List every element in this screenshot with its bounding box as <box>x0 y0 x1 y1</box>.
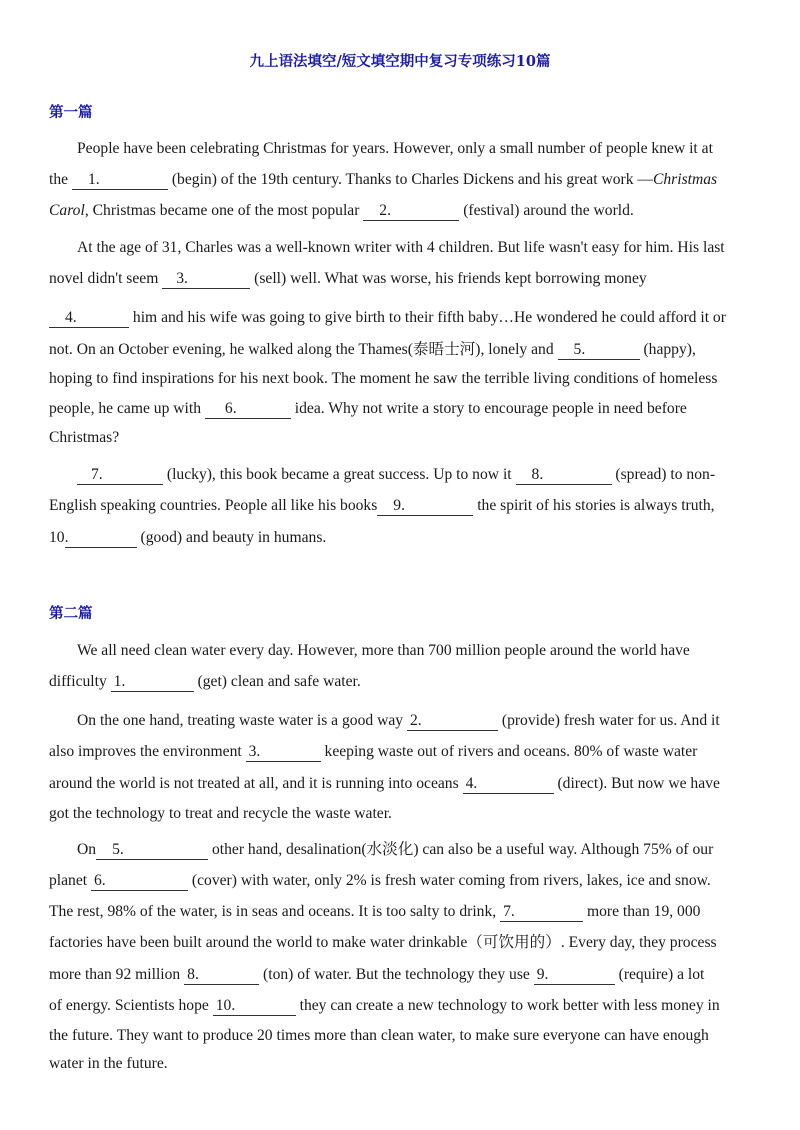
text-line: novel didn't seem 3. (sell) well. What was worse, his friends kept borrowing money <box>49 270 647 287</box>
text-line: people, he came up with 6. idea. Why not write a story to encourage people in need before <box>49 400 687 417</box>
text-line: We all need clean water every day. However, more than 700 million people around the world have <box>77 642 690 659</box>
text-line: Christmas? <box>49 429 120 446</box>
text-line: On 5. other hand, desalination(水淡化) can also be a useful way. Although 75% of our <box>77 841 714 858</box>
text-line: around the world is not treated at all, and it is running into oceans 4. (direct). But now we have <box>49 775 720 792</box>
blank-10[interactable]: . <box>65 529 137 548</box>
blank-8[interactable]: 8. <box>516 466 612 485</box>
blank-8[interactable]: 8. <box>184 966 259 985</box>
text-line: On the one hand, treating waste water is a good way 2. (provide) fresh water for us. And it <box>77 712 720 729</box>
text-line: People have been celebrating Christmas for years. However, only a small number of people knew it at <box>77 140 713 157</box>
blank-1[interactable]: 1. <box>111 673 194 692</box>
text-line: Carol, Christmas became one of the most popular 2. (festival) around the world. <box>49 202 634 219</box>
blank-6[interactable]: 6. <box>91 872 188 891</box>
text-line: difficulty 1. (get) clean and safe water. <box>49 673 361 690</box>
text-line: English speaking countries. People all like his books 9. the spirit of his stories is always truth, <box>49 497 715 514</box>
text-line: more than 92 million 8. (ton) of water. But the technology they use 9. (require) a lot <box>49 966 705 983</box>
text-line: the future. They want to produce 20 times more than clean water, to make sure everyone can have enough <box>49 1027 709 1044</box>
text-line: At the age of 31, Charles was a well-known writer with 4 children. But life wasn't easy for him. His last <box>77 239 725 256</box>
text-line: of energy. Scientists hope 10. they can create a new technology to work better with less money in <box>49 997 720 1014</box>
text-line: hoping to find inspirations for his next book. The moment he saw the terrible living conditions of homeless <box>49 370 718 387</box>
text-line: The rest, 98% of the water, is in seas and oceans. It is too salty to drink, 7. more than 19, 000 <box>49 903 701 920</box>
blank-7[interactable]: 7. <box>500 903 583 922</box>
blank-7[interactable]: 7. <box>77 466 163 485</box>
text-line: also improves the environment 3. keeping waste out of rivers and oceans. 80% of waste water <box>49 743 698 760</box>
text-line: got the technology to treat and recycle the waste water. <box>49 805 392 822</box>
passage-heading: 第二篇 <box>49 605 93 622</box>
text-line: water in the future. <box>49 1055 168 1072</box>
page-title: 九上语法填空/短文填空期中复习专项练习10篇 <box>249 53 551 70</box>
blank-1[interactable]: 1. <box>72 171 168 190</box>
passage-heading: 第一篇 <box>49 104 93 121</box>
text-line: not. On an October evening, he walked along the Thames(泰晤士河), lonely and 5. (happy), <box>49 341 696 358</box>
text-line: the 1. (begin) of the 19th century. Thanks to Charles Dickens and his great work —Christmas <box>49 171 718 188</box>
blank-3[interactable]: 3. <box>162 270 250 289</box>
blank-9[interactable]: 9. <box>377 497 473 516</box>
text-line: factories have been built around the world to make water drinkable（可饮用的）. Every day, they process <box>49 934 717 951</box>
blank-4[interactable]: 4. <box>463 775 554 794</box>
blank-4[interactable]: 4. <box>49 309 129 328</box>
text-line: 10. (good) and beauty in humans. <box>49 529 327 546</box>
blank-9[interactable]: 9. <box>534 966 615 985</box>
blank-3[interactable]: 3. <box>246 743 321 762</box>
blank-10[interactable]: 10. <box>213 997 296 1016</box>
text-line: 4. him and his wife was going to give birth to their fifth baby…He wondered he could afford it or <box>49 308 755 328</box>
text-line: 7. (lucky), this book became a great success. Up to now it 8. (spread) to non- <box>77 465 755 485</box>
text-line: planet 6. (cover) with water, only 2% is fresh water coming from rivers, lakes, ice and snow. <box>49 872 711 889</box>
blank-2[interactable]: 2. <box>363 202 459 221</box>
blank-5[interactable]: 5. <box>96 841 208 860</box>
blank-2[interactable]: 2. <box>407 712 498 731</box>
blank-6[interactable]: 6. <box>205 400 291 419</box>
blank-5[interactable]: 5. <box>558 341 640 360</box>
